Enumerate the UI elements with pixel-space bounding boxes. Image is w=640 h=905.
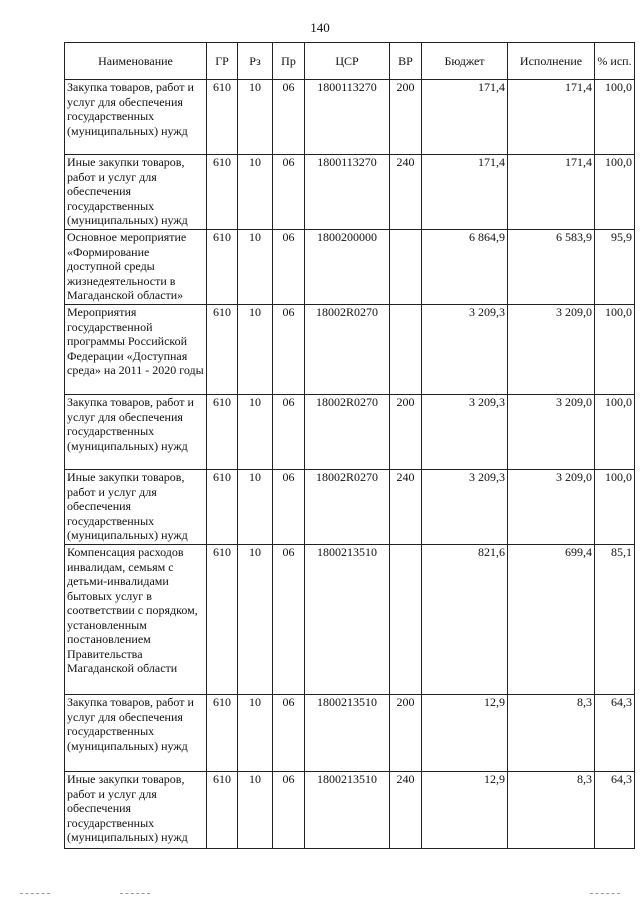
row-gr: 610 xyxy=(207,545,238,695)
row-csr: 1800213510 xyxy=(305,545,390,695)
row-vr xyxy=(390,545,422,695)
row-budget: 171,4 xyxy=(422,80,508,155)
row-name: Иные закупки товаров, работ и услуг для обеспечения государственных (муниципальных) нужд xyxy=(65,772,207,849)
row-csr: 18002R0270 xyxy=(305,395,390,470)
row-name: Закупка товаров, работ и услуг для обеспечения государственных (муниципальных) нужд xyxy=(65,395,207,470)
row-name: Компенсация расходов инвалидам, семьям с детьми-инвалидами бытовых услуг в соответствии с порядком, установленным постановлением Правительства Магаданской области xyxy=(65,545,207,695)
row-name: Иные закупки товаров, работ и услуг для обеспечения государственных (муниципальных) нужд xyxy=(65,470,207,545)
row-csr: 18002R0270 xyxy=(305,305,390,395)
table-row xyxy=(65,155,635,230)
row-pr: 06 xyxy=(273,470,305,545)
row-vr: 200 xyxy=(390,395,422,470)
row-percent: 64,3 xyxy=(595,695,635,772)
table-row xyxy=(65,305,635,395)
header-csr: ЦСР xyxy=(305,43,390,80)
row-vr: 240 xyxy=(390,155,422,230)
table-header-row xyxy=(65,43,635,80)
row-execution: 3 209,0 xyxy=(508,470,595,545)
header-pr: Пр xyxy=(273,43,305,80)
row-gr: 610 xyxy=(207,470,238,545)
row-name: Основное мероприятие «Формирование доступной среды жизнедеятельности в Магаданской области» xyxy=(65,230,207,305)
row-budget: 6 864,9 xyxy=(422,230,508,305)
row-rz: 10 xyxy=(238,545,273,695)
row-vr xyxy=(390,305,422,395)
row-budget: 3 209,3 xyxy=(422,470,508,545)
row-pr: 06 xyxy=(273,772,305,849)
row-budget: 3 209,3 xyxy=(422,305,508,395)
row-rz: 10 xyxy=(238,230,273,305)
row-vr xyxy=(390,230,422,305)
row-execution: 699,4 xyxy=(508,545,595,695)
row-pr: 06 xyxy=(273,230,305,305)
row-vr: 200 xyxy=(390,695,422,772)
row-execution: 6 583,9 xyxy=(508,230,595,305)
table-row xyxy=(65,80,635,155)
row-gr: 610 xyxy=(207,80,238,155)
row-gr: 610 xyxy=(207,395,238,470)
table-row xyxy=(65,470,635,545)
row-rz: 10 xyxy=(238,155,273,230)
table-row xyxy=(65,695,635,772)
row-execution: 3 209,0 xyxy=(508,395,595,470)
row-gr: 610 xyxy=(207,695,238,772)
row-percent: 64,3 xyxy=(595,772,635,849)
row-budget: 821,6 xyxy=(422,545,508,695)
row-budget: 171,4 xyxy=(422,155,508,230)
row-rz: 10 xyxy=(238,772,273,849)
page-number: 140 xyxy=(310,20,330,35)
row-gr: 610 xyxy=(207,155,238,230)
header-budget: Бюджет xyxy=(422,43,508,80)
row-budget: 12,9 xyxy=(422,695,508,772)
row-vr: 240 xyxy=(390,470,422,545)
row-execution: 3 209,0 xyxy=(508,305,595,395)
row-rz: 10 xyxy=(238,695,273,772)
row-gr: 610 xyxy=(207,772,238,849)
header-name: Наименование xyxy=(65,43,207,80)
header-vr: ВР xyxy=(390,43,422,80)
row-percent: 100,0 xyxy=(595,155,635,230)
row-rz: 10 xyxy=(238,395,273,470)
row-execution: 8,3 xyxy=(508,695,595,772)
header-execution: Исполнение xyxy=(508,43,595,80)
table-row xyxy=(65,772,635,849)
header-percent: % исп. xyxy=(595,43,635,80)
row-name: Закупка товаров, работ и услуг для обеспечения государственных (муниципальных) нужд xyxy=(65,80,207,155)
row-percent: 100,0 xyxy=(595,80,635,155)
row-csr: 1800113270 xyxy=(305,80,390,155)
table-row xyxy=(65,395,635,470)
row-pr: 06 xyxy=(273,305,305,395)
row-rz: 10 xyxy=(238,80,273,155)
row-pr: 06 xyxy=(273,695,305,772)
row-execution: 171,4 xyxy=(508,80,595,155)
row-percent: 95,9 xyxy=(595,230,635,305)
row-gr: 610 xyxy=(207,305,238,395)
row-pr: 06 xyxy=(273,395,305,470)
row-csr: 1800113270 xyxy=(305,155,390,230)
row-csr: 18002R0270 xyxy=(305,470,390,545)
row-rz: 10 xyxy=(238,470,273,545)
row-name: Иные закупки товаров, работ и услуг для обеспечения государственных (муниципальных) нужд xyxy=(65,155,207,230)
row-percent: 100,0 xyxy=(595,305,635,395)
header-gr: ГР xyxy=(207,43,238,80)
row-execution: 171,4 xyxy=(508,155,595,230)
row-percent: 100,0 xyxy=(595,395,635,470)
row-percent: 85,1 xyxy=(595,545,635,695)
row-pr: 06 xyxy=(273,80,305,155)
row-pr: 06 xyxy=(273,545,305,695)
row-budget: 12,9 xyxy=(422,772,508,849)
row-percent: 100,0 xyxy=(595,470,635,545)
table-row xyxy=(65,230,635,305)
row-vr: 240 xyxy=(390,772,422,849)
row-vr: 200 xyxy=(390,80,422,155)
row-name: Мероприятия государственной программы Российской Федерации «Доступная среда» на 2011 - 2020 годы xyxy=(65,305,207,395)
row-pr: 06 xyxy=(273,155,305,230)
header-rz: Рз xyxy=(238,43,273,80)
scan-edge-marks xyxy=(0,893,640,897)
row-execution: 8,3 xyxy=(508,772,595,849)
row-name: Закупка товаров, работ и услуг для обеспечения государственных (муниципальных) нужд xyxy=(65,695,207,772)
row-csr: 1800213510 xyxy=(305,695,390,772)
row-gr: 610 xyxy=(207,230,238,305)
row-csr: 1800200000 xyxy=(305,230,390,305)
table-row xyxy=(65,545,635,695)
budget-execution-table xyxy=(64,42,635,849)
row-budget: 3 209,3 xyxy=(422,395,508,470)
row-csr: 1800213510 xyxy=(305,772,390,849)
row-rz: 10 xyxy=(238,305,273,395)
